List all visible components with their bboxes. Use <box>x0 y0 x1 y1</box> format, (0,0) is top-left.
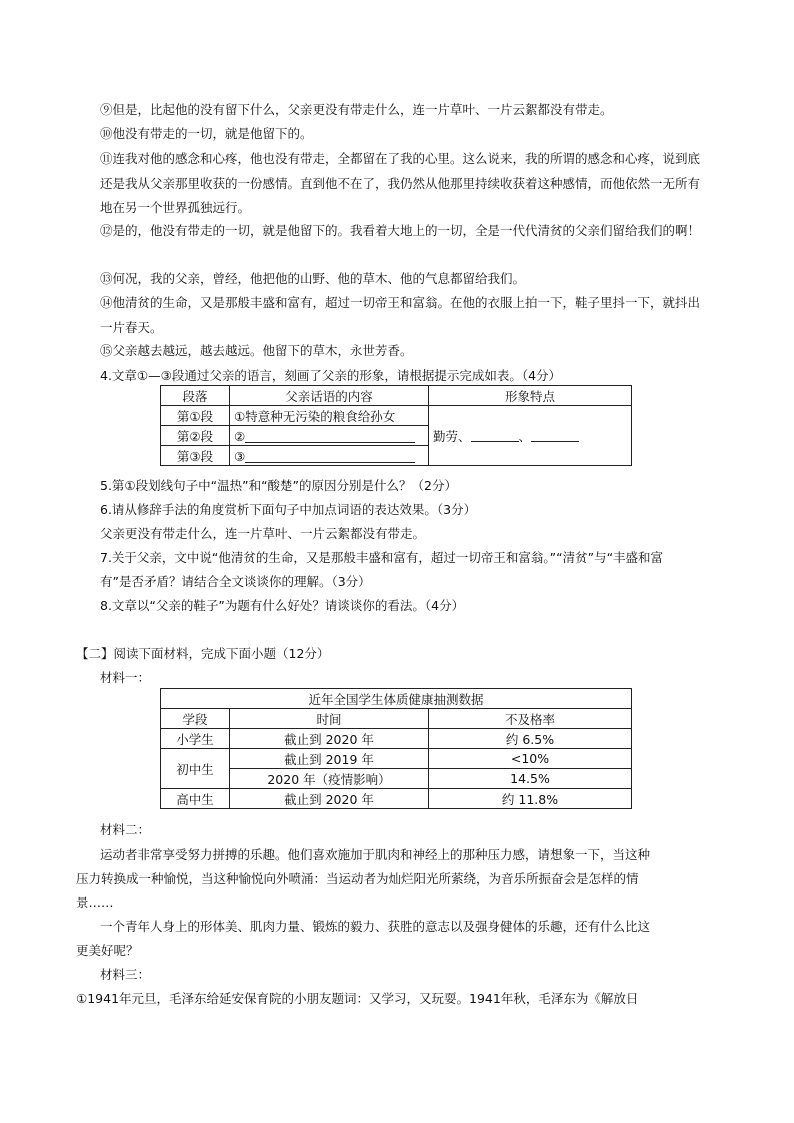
trait-blank-2[interactable] <box>531 429 579 442</box>
material-2-p1-line2: 压力转换成一种愉悦，当这种愉悦向外喷涌：当运动者为灿烂阳光所萦绕，为音乐所振奋会是怎样的情 <box>76 871 639 886</box>
question-5: 5.第①段划线句子中“温热”和“酸楚”的原因分别是什么？（2分） <box>100 478 457 493</box>
table-header-row <box>161 709 632 729</box>
table-cell: 约 6.5% <box>429 729 632 749</box>
answer-blank[interactable] <box>245 448 415 463</box>
row-marker: ③ <box>234 448 246 464</box>
fitness-table <box>160 688 632 809</box>
table-cell: 高中生 <box>161 789 230 809</box>
material-3-label: 材料三： <box>100 967 151 982</box>
table-row <box>161 789 632 809</box>
passage-p11: ⑪连我对他的感念和心疼，他也没有带走，全都留在了我的心里。这么说来，我的所谓的感念和心疼，说到底还是我从父亲那里收获的一份感情。直到他不在了，我仍然从他那里持续收获着这种感情，而他依然一无所有地在另一个世界孤独远行。 <box>100 151 701 215</box>
material-3-p1: ①1941年元旦，毛泽东给延安保育院的小朋友题词：又学习，又玩耍。1941年秋，毛泽东为《解放日 <box>76 991 639 1006</box>
material-2-p2-line1: 一个青年人身上的形体美、肌肉力量、锻炼的毅力、获胜的意志以及强身健体的乐趣，还有什么比这 <box>100 919 651 934</box>
q4-table <box>160 385 632 466</box>
table-row <box>161 729 632 749</box>
table-header: 不及格率 <box>429 709 632 729</box>
table-header: 时间 <box>230 709 429 729</box>
answer-blank[interactable] <box>245 428 415 443</box>
table-header: 父亲话语的内容 <box>230 386 429 406</box>
question-7-line1: 7.关于父亲，文中说“他清贫的生命，又是那般丰盛和富有，超过一切帝王和富翁。”“清贫”与“丰盛和富 <box>100 550 664 565</box>
table-header: 学段 <box>161 709 230 729</box>
question-4: 4.文章①—③段通过父亲的语言，刻画了父亲的形象，请根据提示完成如表。（4分） <box>100 368 562 383</box>
passage-p9: ⑨但是，比起他的没有留下什么，父亲更没有带走什么，连一片草叶、一片云絮都没有带走。 <box>100 102 613 117</box>
table-cell: 截止到 2019 年 <box>230 749 429 769</box>
table-row <box>161 406 632 426</box>
table-cell: 初中生 <box>161 749 230 789</box>
table-cell: 第③段 <box>161 446 230 466</box>
question-6-quote: 父亲更没有带走什么，连一片草叶、一片云絮都没有带走。 <box>100 526 426 541</box>
question-8: 8.文章以“父亲的鞋子”为题有什么好处？请谈谈你的看法。（4分） <box>100 598 465 613</box>
table-cell: ①特意种无污染的粮食给孙女 <box>230 406 429 426</box>
passage-p14: ⑭他清贫的生命，又是那般丰盛和富有，超过一切帝王和富翁。在他的衣服上拍一下，鞋子里抖一下，就抖出一片春天。 <box>100 295 701 335</box>
material-1-label: 材料一： <box>100 670 151 685</box>
table-title: 近年全国学生体质健康抽测数据 <box>161 689 632 709</box>
section-2-heading: 【二】阅读下面材料，完成下面小题（12分） <box>76 646 330 661</box>
table-cell <box>230 446 429 466</box>
table-header-row <box>161 386 632 406</box>
passage-p15: ⑮父亲越去越远，越去越远。他留下的草木，永世芳香。 <box>100 343 413 358</box>
passage-p12: ⑫是的，他没有带走的一切，就是他留下的。我看着大地上的一切，全是一代代清贫的父亲们留给我们的啊！ <box>100 223 701 238</box>
table-header: 段落 <box>161 386 230 406</box>
table-cell: 约 11.8% <box>429 789 632 809</box>
table-cell: <10% <box>429 749 632 769</box>
row-marker: ② <box>234 428 246 444</box>
table-cell: 2020 年（疫情影响） <box>230 769 429 789</box>
table-header: 形象特点 <box>429 386 632 406</box>
material-2-label: 材料二： <box>100 822 151 837</box>
material-2-p1-line3: 景…… <box>76 895 114 910</box>
table-cell: 14.5% <box>429 769 632 789</box>
passage-p13: ⑬何况，我的父亲，曾经，他把他的山野、他的草木、他的气息都留给我们。 <box>100 271 526 286</box>
question-6: 6.请从修辞手法的角度赏析下面句子中加点词语的表达效果。（3分） <box>100 502 477 517</box>
table-row <box>161 749 632 769</box>
table-cell: 截止到 2020 年 <box>230 789 429 809</box>
material-2-p2-line2: 更美好呢？ <box>76 943 139 958</box>
trait-sep: 、 <box>518 428 532 444</box>
material-2-p1-line1: 运动者非常享受努力拼搏的乐趣。他们喜欢施加于肌肉和神经上的那种压力感，请想象一下，当这种 <box>100 847 651 862</box>
table-cell <box>230 426 429 446</box>
table-cell: 截止到 2020 年 <box>230 729 429 749</box>
trait-cell <box>429 406 632 466</box>
trait-prefix: 勤劳、 <box>433 428 471 444</box>
table-cell: 小学生 <box>161 729 230 749</box>
table-title-row <box>161 689 632 709</box>
table-cell: 第①段 <box>161 406 230 426</box>
table-cell: 第②段 <box>161 426 230 446</box>
question-7-line2: 有”是否矛盾？请结合全文谈谈你的理解。（3分） <box>100 574 371 589</box>
passage-p10: ⑩他没有带走的一切，就是他留下的。 <box>100 126 313 141</box>
trait-blank-1[interactable] <box>471 429 519 442</box>
table-row <box>161 769 632 789</box>
